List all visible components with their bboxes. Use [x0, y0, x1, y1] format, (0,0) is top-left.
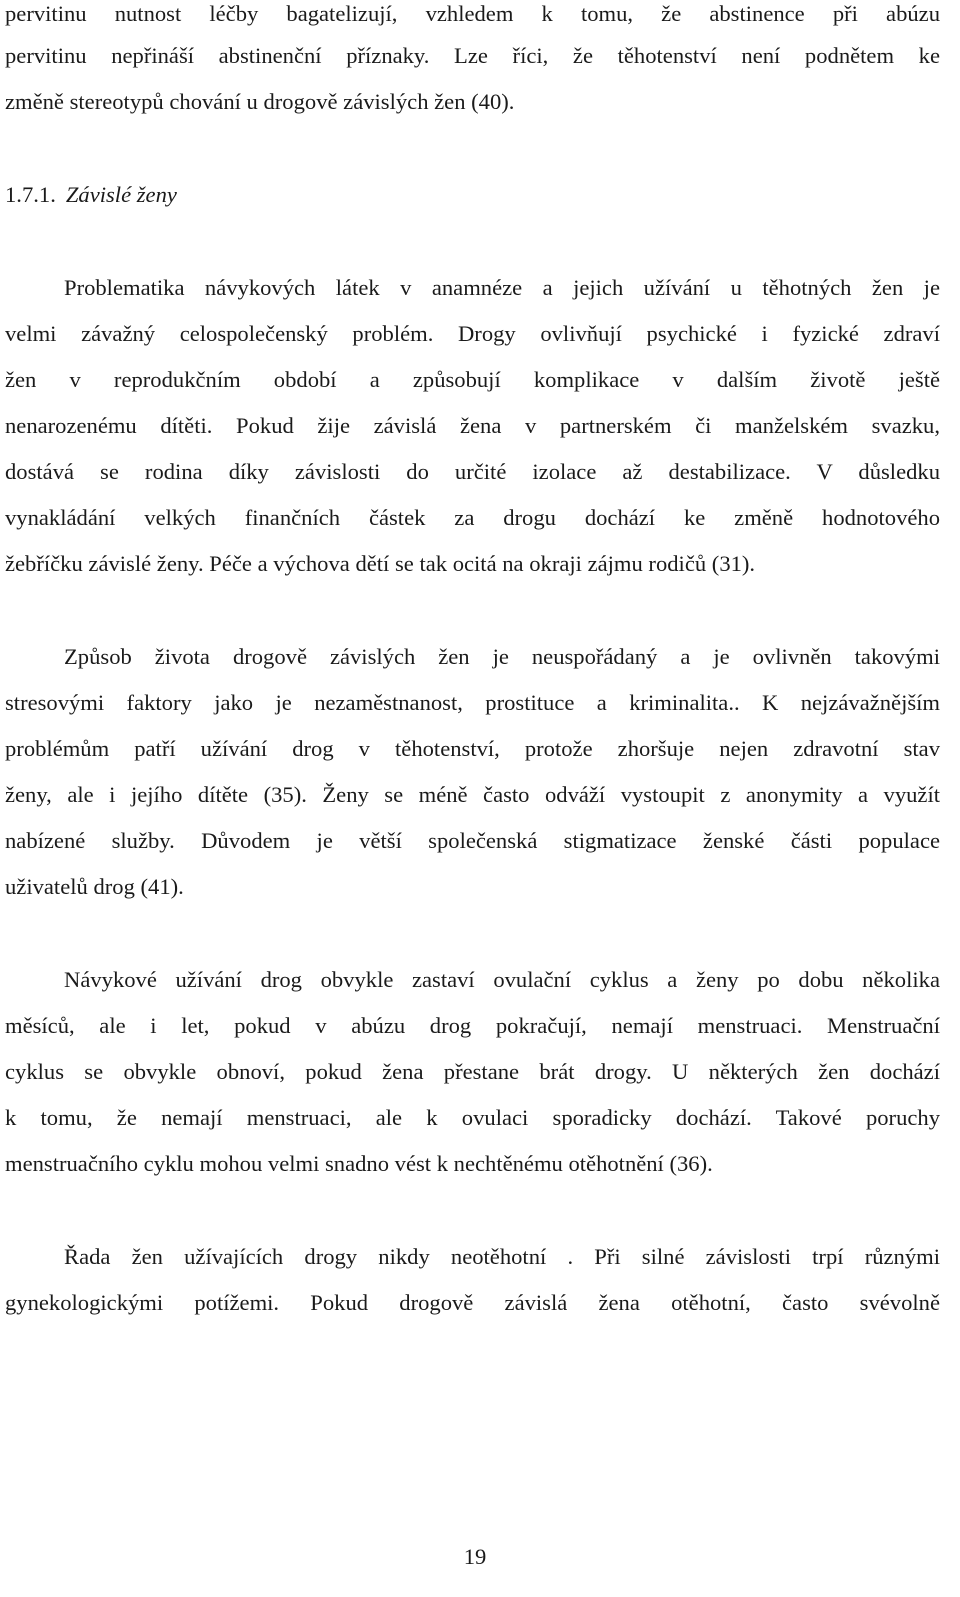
- text-line: dostává se rodina díky závislosti do určité izolace až destabilizace. V důsledku: [5, 459, 940, 484]
- text-line: nenarozenému dítěti. Pokud žije závislá žena v partnerském či manželském svazku,: [5, 413, 940, 438]
- text-line: problémům patří užívání drog v těhotenství, protože zhoršuje nejen zdravotní stav: [5, 736, 940, 761]
- text-line: ženy, ale i jejího dítěte (35). Ženy se méně často odváží vystoupit z anonymity a využít: [5, 782, 940, 807]
- text-line: menstruačního cyklu mohou velmi snadno vést k nechtěnému otěhotnění (36).: [5, 1151, 713, 1176]
- text-line: vynakládání velkých finančních částek za drogu dochází ke změně hodnotového: [5, 505, 940, 530]
- text-line: cyklus se obvykle obnoví, pokud žena přestane brát drogy. U některých žen dochází: [5, 1059, 940, 1084]
- text-line: uživatelů drog (41).: [5, 874, 184, 899]
- text-line: žen v reprodukčním období a způsobují komplikace v dalším životě ještě: [5, 367, 940, 392]
- text-line: k tomu, že nemají menstruaci, ale k ovulaci sporadicky dochází. Takové poruchy: [5, 1105, 940, 1130]
- text-line: změně stereotypů chování u drogově závislých žen (40).: [5, 89, 515, 114]
- text-line: Problematika návykových látek v anamnéze a jejich užívání u těhotných žen je: [64, 275, 940, 300]
- text-line: pervitinu nepřináší abstinenční příznaky. Lze říci, že těhotenství není podnětem ke: [5, 43, 940, 68]
- text-line: Řada žen užívajících drogy nikdy neotěhotní . Při silné závislosti trpí různými: [64, 1244, 940, 1269]
- text-line: nabízené služby. Důvodem je větší společenská stigmatizace ženské části populace: [5, 828, 940, 853]
- page-number: 19: [463, 1544, 487, 1569]
- text-line: gynekologickými potížemi. Pokud drogově závislá žena otěhotní, často svévolně: [5, 1290, 940, 1315]
- section-number: 1.7.1.: [5, 182, 56, 207]
- section-heading: [5, 181, 177, 209]
- text-line: měsíců, ale i let, pokud v abúzu drog pokračují, nemají menstruaci. Menstruační: [5, 1013, 940, 1038]
- text-line: Návykové užívání drog obvykle zastaví ovulační cyklus a ženy po dobu několika: [64, 967, 940, 992]
- section-title: Závislé ženy: [65, 182, 177, 207]
- text-line: pervitinu nutnost léčby bagatelizují, vzhledem k tomu, že abstinence při abúzu: [5, 1, 940, 26]
- text-line: stresovými faktory jako je nezaměstnanost, prostituce a kriminalita.. K nejzávažnějším: [5, 690, 940, 715]
- text-line: Způsob života drogově závislých žen je neuspořádaný a je ovlivněn takovými: [64, 644, 940, 669]
- text-line: žebříčku závislé ženy. Péče a výchova dětí se tak ocitá na okraji zájmu rodičů (31).: [5, 551, 756, 576]
- text-line: velmi závažný celospolečenský problém. Drogy ovlivňují psychické i fyzické zdraví: [5, 321, 940, 346]
